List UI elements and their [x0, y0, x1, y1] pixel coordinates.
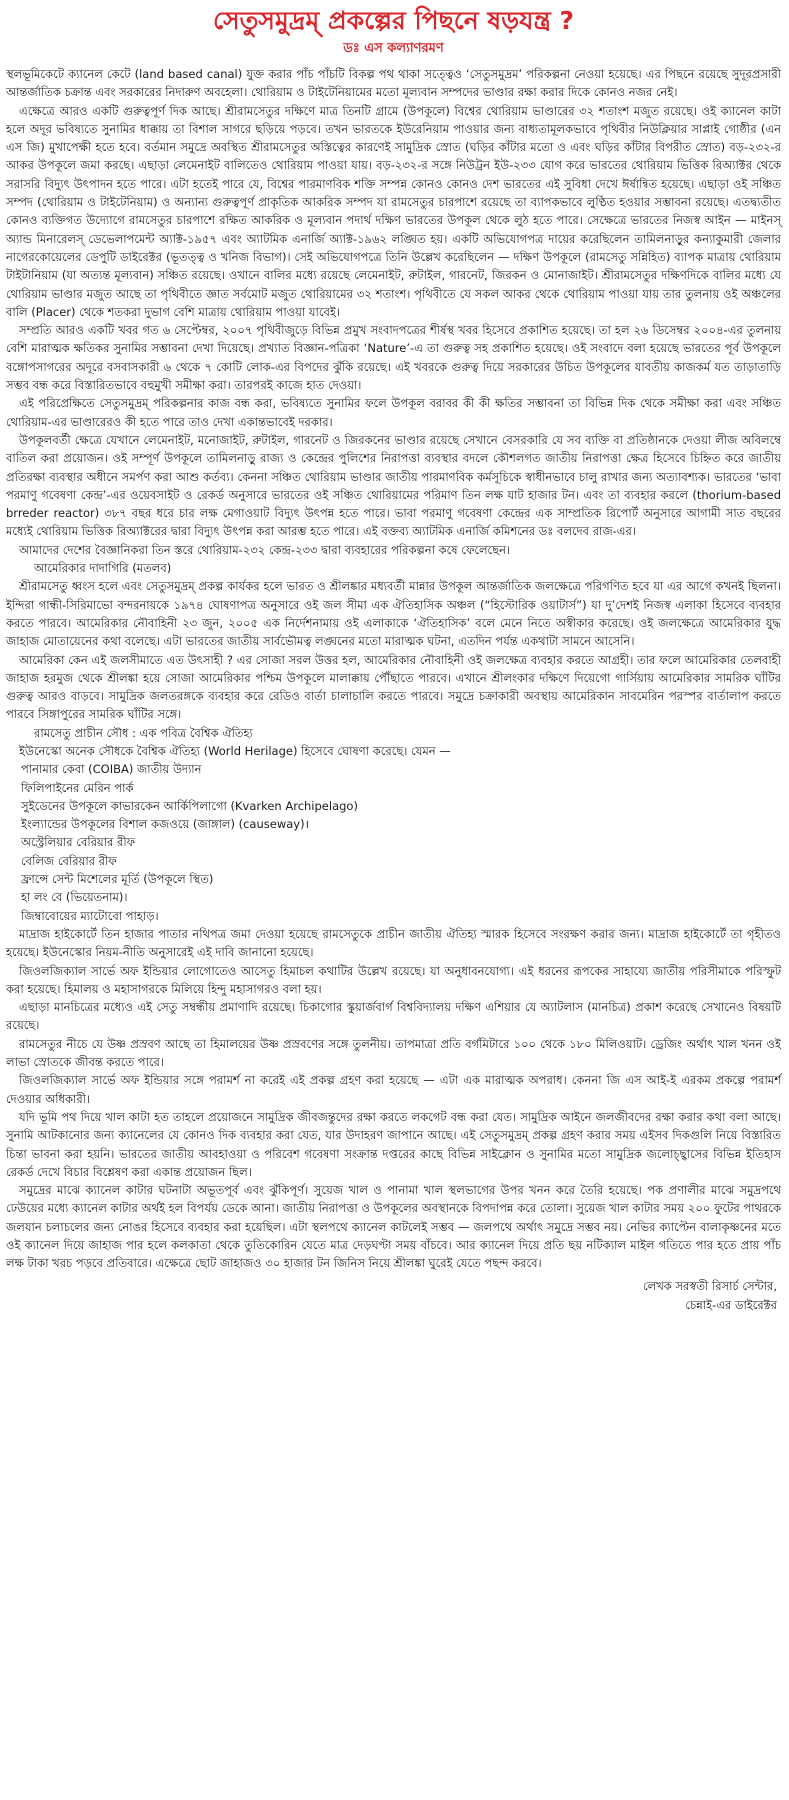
- paragraph: সমুদ্রের মাঝে ক্যানেল কাটার ঘটনাটা অভূতপূর্ব এবং ঝুঁকিপূর্ণ। সুয়েজ খাল ও পানামা খাল স্থলভাগের উপর খনন করে তৈরি হয়েছে। পক প্রণালীর মাঝে সমুদ্রপথে ঢেউয়ের মধ্যে ক্যানেল কাটার অর্থই হল বিপর্যয় ডেকে আনা। জাতীয় নিরাপত্তা ও উপকূলের অবস্থানকে বিপদাপন্ন করে তোলা। সুয়েজ খাল কাটার সময় ২০০ ফুটের পাথরকে জলযান চলাচলের জন্য নোঙর হিসেবে ব্যবহার করা হয়েছিল। এটা স্থলপথে ক্যানেল কাটলেই সম্ভব — জলপথে অর্থাৎ সমুদ্রে সম্ভব নয়। নেভির ক্যাপ্টেন বালাকৃষ্ণনের মতে ওই ক্যানেল দিয়ে জাহাজ পার হলে কলকাতা থেকে তুতিকোরিন যেতে মাত্র দেড়ঘণ্টা সময় বাঁচবে। আর ক্যানেল দিয়ে প্রতি ছয় নটিক্যাল মাইল গতিতে পার হতে প্রায় পাঁচ লক্ষ টাকা খরচ পড়বে প্রতিবারে। এক্ষেত্রে ছোট জাহাজও ৩০ হাজার টন জিনিস নিয়ে শ্রীলঙ্কা ঘুরেই যেতে পছন্দ করবে।: [6, 1183, 781, 1271]
- list-item: পানামার কেবা (COIBA) জাতীয় উদ্যান: [21, 762, 202, 777]
- author-signoff: [6, 1277, 781, 1315]
- list-item: অস্ট্রেলিয়ার বেরিয়ার রীফ: [21, 835, 136, 850]
- paragraph: জিওলজিক্যাল সার্ভে অফ ইন্ডিয়ার লোগোতেও আসেতু হিমাচল কথাটির উল্লেখ রয়েছে। যা অনুধাবনযোগ্য। এই ধরনের রূপকের সাহায্যে জাতীয় পরিসীমাকে পরিস্ফুট করা হয়েছে। হিমালয় ও মহাসাগরকে মিলিয়ে হিন্দু মহাসাগরও বলা হয়।: [6, 963, 781, 996]
- list-item: সুইডেনের উপকূলে কাভারকেন আর্কিপিলাগো (Kvarken Archipelago): [21, 798, 358, 813]
- paragraph: জিওলজিক্যাল সার্ভে অফ ইন্ডিয়ার সঙ্গে পরামর্শ না করেই এই প্রকল্প গ্রহণ করা হয়েছে — এটা এক মারাত্মক অপরাধ। কেননা জি এস আই-ই এরকম প্রকল্পে পরামর্শ দেওয়ার অধিকারী।: [6, 1073, 781, 1106]
- paragraph: এই পরিপ্রেক্ষিতে সেতুসমুদ্রম্‌ পরিকল্পনার কাজ বন্ধ করা, ভবিষ্যতে সুনামির ফলে উপকূল বরাবর কী কী ক্ষতির সম্ভাবনা তা বিভিন্ন দিক থেকে সমীক্ষা করা এবং সঞ্চিত থোরিয়াম-এর ভাণ্ডারেরও কী হতে পারে তাও দেখা একান্তভাবেই দরকার।: [6, 396, 781, 429]
- list-item: বেলিজ বেরিয়ার রীফ: [21, 853, 117, 868]
- article-body: [6, 65, 781, 1273]
- list-item: ফ্রান্সে সেন্ট মিশেলের মূর্তি (উপকূলে স্থিত): [21, 872, 214, 887]
- article-title: সেতুসমুদ্রম্‌ প্রকল্পের পিছনে ষড়যন্ত্র ?: [212, 6, 575, 35]
- paragraph: আমাদের দেশের বৈজ্ঞানিকরা তিন স্তরে থোরিয়াম-২৩২ কেন্দ্র-২৩৩ দ্বারা ব্যবহারের পরিকল্পনা কষে ফেলেছেন।: [19, 542, 511, 557]
- paragraph: শ্রীরামসেতু ধ্বংস হলে এবং সেতুসমুদ্রম্‌ প্রকল্প কার্যকর হলে ভারত ও শ্রীলঙ্কার মধ্যবর্তী মান্নার উপকূল আন্তর্জাতিক জলক্ষেত্রে পরিগণিত হবে যা এর আগে কখনই ছিলনা। ইন্দিরা গান্ধী-সিরিমাভো বন্দরনায়কে ১৯৭৪ ঘোষণাপত্র অনুসারে ওই জল সীমা এক ঐতিহাসিক অঞ্চল (“হিস্টোরিক ওয়াটার্স”) যা দু’দেশই নিজস্ব এলাকা হিসেবে ব্যবহার করতে পারবে। আমেরিকার নৌবাহিনী ২৩ জুন, ২০০৫ এক নির্দেশনামায় ওই এলাকাকে ‘ঐতিহাসিক’ বলে মেনে নিতে অস্বীকার করেছে। ওই জলক্ষেত্রে আমেরিকার যুদ্ধ জাহাজ মোতায়েনের কথা বলেছে। এটা ভারতের জাতীয় সার্বভৌমত্ব লঙ্ঘনের মতো মারাত্মক ঘটনা, এতদিন পর্যন্ত একথাটা সামনে আসেনি।: [6, 579, 781, 649]
- author-byline: ডঃ এস কল্যাণরমণ: [343, 41, 444, 56]
- signoff-line: লেখক সরস্বতী রিসার্চ সেন্টার,: [642, 1278, 777, 1293]
- paragraph: মাদ্রাজ হাইকোর্টে তিন হাজার পাতার নথিপত্র জমা দেওয়া হয়েছে রামসেতুকে প্রাচীন জাতীয় ঐতিহ্য স্মারক হিসেবে সংরক্ষণ করার জন্য। মাদ্রাজ হাইকোর্টে তা গৃহীতও হয়েছে। ইউনেস্কোর নিয়ম-নীতি অনুসারেই এই দাবি জানানো হয়েছে।: [6, 926, 781, 960]
- list-item: ইংল্যান্ডের উপকূলের বিশাল কজওয়ে (জাঙ্গাল) (causeway)।: [21, 817, 309, 832]
- list-item: জিম্বাবোয়ের ম্যাটোবো পাহাড়।: [21, 908, 159, 923]
- paragraph: ইউনেস্কো অনেক সৌধকে বৈশ্বিক ঐতিহ্য (World Herilage) হিসেবে ঘোষণা করেছে। যেমন —: [19, 743, 451, 758]
- list-item: হা লং বে (ভিয়েতনাম)।: [21, 890, 128, 905]
- section-heading: রামসেতু প্রাচীন সৌধ : এক পবিত্র বৈশ্বিক ঐতিহ্য: [34, 725, 253, 740]
- list-item: ফিলিপাইনের মেরিন পার্ক: [21, 780, 134, 795]
- paragraph: আমেরিকা কেন এই জলসীমাতে এত উৎসাহী ? এর সোজা সরল উত্তর হল, আমেরিকার নৌবাহিনী ওই জলক্ষেত্র ব্যবহার করতে আগ্রহী। তার ফলে আমেরিকার তেলবাহী জাহাজ হরমুজ থেকে শ্রীলঙ্কা হয়ে সোজা আমেরিকার পশ্চিম উপকূলে মালাক্কায় পৌঁছাতে পারবে। এখানে শ্রীলংকার দক্ষিণে দিয়েগো গার্সিয়ায় আমেরিকার সামরিক ঘাঁটির গুরুত্ব আরও বাড়বে। সামুদ্রিক জলতরঙ্গকে ব্যবহার করে রেডিও বার্তা চালাচালি করতে পারবে। সমুদ্রে চক্রাকারী অবস্থায় আমেরিকান সাবমেরিন পরস্পর বার্তালাপ করতে পারবে সিঙ্গাপুরের সামরিক ঘাঁটির সঙ্গে।: [6, 652, 781, 722]
- paragraph: উপকূলবর্তী ক্ষেত্রে যেখানে লেমেনাইট, মনোজাইট, রুটাইল, গারনেট ও জিরকনের ভাণ্ডার রয়েছে সেখানে বেসরকারি যে সব ব্যক্তি বা প্রতিষ্ঠানকে দেওয়া লীজ অবিলম্বে বাতিল করা প্রয়োজন। ওই সম্পূর্ণ উপকূলে তামিলনাড়ু রাজ্য ও কেন্দ্রের পুলিশের নিরাপত্তা ব্যবস্থার বদলে কৌশলগত জাতীয় নিরাপত্তা ক্ষেত্র হিসেবে চিহ্নিত করে জাতীয় প্রতিরক্ষা ব্যবস্থার অধীনে সমর্পণ করা আশু কর্তব্য। কেননা সঞ্চিত থোরিয়াম ভাণ্ডার জাতীয় পারমাণবিক কর্মসূচিকে স্বাধীনভাবে চালু রাখার জন্য অত্যাবশ্যক। ভারতের ‘ভাবা পরমাণু গবেষণা কেন্দ্র’-এর ওয়েবসাইট ও রেকর্ড অনুসারে ভারতের ওই সঞ্চিত থোরিয়ামের পরিমাণ তিন লক্ষ যাট হাজার টন। এবং তা ব্যবহার করলে (thorium-based brreder reactor) ৩৮৭ বছর ধরে চার লক্ষ মেগাওয়াট বিদ্যুৎ উৎপন্ন হতে পারে। ভাবা পরমাণু গবেষণা কেন্দ্রের এক সাম্প্রতিক রিপোর্ট অনুসারে আগামী সাত বছরের মধ্যেই থোরিয়াম ভিত্তিক রিঅ্যাক্টরের দ্বারা বিদ্যুৎ উৎপন্ন করা আরম্ভ হতে পারে। এই বক্তব্য অ্যাটমিক এনার্জি কমিশনের ডঃ বলদেব রাজ-এর।: [6, 432, 781, 539]
- signoff-line: চেন্নাই-এর ডাইরেক্টর: [685, 1297, 777, 1312]
- paragraph: এছাড়া মানচিত্রের মধ্যেও এই সেতু সম্বন্ধীয় প্রমাণাদি রয়েছে। চিকাগোর স্কুয়ার্জবার্গ বিশ্ববিদ্যালয় দক্ষিণ এশিয়ার যে অ্যাটলাস (মানচিত্র) প্রকাশ করেছে সেখানেও বিষয়টি রয়েছে।: [6, 1000, 781, 1033]
- paragraph: রামসেতুর নীচে যে উষ্ণ প্রস্রবণ আছে তা হিমালয়ের উষ্ণ প্রস্রবণের সঙ্গে তুলনীয়। তাপমাত্রা প্রতি বর্গমিটারে ১০০ থেকে ১৮০ মিলিওয়াট। ড্রেজিং অর্থাৎ খাল খনন ওই লাভা স্রোতকে জীবন্ত করতে পারে।: [6, 1036, 781, 1070]
- section-heading: আমেরিকার দাদাগিরি (মতলব): [34, 561, 172, 576]
- paragraph: যদি ভূমি পথ দিয়ে খাল কাটা হত তাহলে প্রয়োজনে সামুদ্রিক জীবজন্তুদের রক্ষা করতে লকগেট বন্ধ করা যেত। সামুদ্রিক আইনে জলজীবদের রক্ষা করার কথা বলা আছে। সুনামি আটকানোর জন্য ক্যানেলের যে কোনও দিক ব্যবহার করা যেত, যার উদাহরণ জাপানে আছে। এই সেতুসমুদ্রম্‌ প্রকল্প গ্রহণ করার সময় এইসব দিকগুলি নিয়ে বিস্তারিত চিন্তা ভাবনা করা হয়নি। ভারতের জাতীয় আবহাওয়া ও পরিবেশ গবেষণা সংক্রান্ত দপ্তরের কাছে বিভিন্ন সাইক্লোন ও সুনামির মতো সামুদ্রিক জলোচ্ছ্বাসের বিভিন্ন ইতিহাস রেকর্ড দেখে বিচার বিশ্লেষণ করা একান্ত প্রয়োজন ছিল।: [6, 1109, 781, 1179]
- paragraph: সম্প্রতি আরও একটি খবর গত ৬ সেপ্টেম্বর, ২০০৭ পৃথিবীজুড়ে বিভিন্ন প্রমুখ সংবাদপত্রের শীর্ষস্থ খবর হিসেবে প্রকাশিত হয়েছে। তা হল ২৬ ডিসেম্বর ২০০৪-এর তুলনায় বেশি মারাত্মক ক্ষতিকর সুনামির সম্ভাবনা দেখা দিয়েছে। প্রখ্যাত বিজ্ঞান-পত্রিকা ‘Nature’-এ তা গুরুত্ব সহ প্রকাশিত হয়েছে। ওই সংবাদে বলা হয়েছে ভারতের পূর্ব উপকূলে বঙ্গোপসাগরের অদূরে বসবাসকারী ৬ থেকে ৭ কোটি লোক-এর বিপদের ঝুঁকি রয়েছে। এই খবরকে গুরুত্ব দিয়ে সরকারের উচিত উপকূলের যাবতীয় কাজকর্ম যত তাড়াতাড়ি সম্ভব বন্ধ করে বিস্তারিতভাবে বহুমুখী সমীক্ষা করা। তারপরই কাজে হাত দেওয়া।: [6, 323, 781, 393]
- paragraph: স্থলভূমিকেটে ক্যানেল কেটে (land based canal) যুক্ত করার পাঁচ পাঁচটি বিকল্প পথ থাকা সত্ত্বেও ‘সেতুসমুদ্রম’ পরিকল্পনা নেওয়া হয়েছে। এর পিছনে রয়েছে সুদূরপ্রসারী আন্তর্জাতিক চক্রান্ত এবং সরকারের নিদারুণ অবহেলা। থোরিয়াম ও টাইটেনিয়ামের মতো মূল্যবান সম্পদের ভাণ্ডার রক্ষা করার দিকে কোনও নজর নেই।: [6, 67, 781, 100]
- paragraph: এক্ষেত্রে আরও একটি গুরুত্বপূর্ণ দিক আছে। শ্রীরামসেতুর দক্ষিণে মাত্র তিনটি গ্রামে (উপকূলে) বিশ্বের থোরিয়াম ভাণ্ডারের ৩২ শতাংশ মজুত রয়েছে। ওই ক্যানেল কাটা হলে অদূর ভবিষ্যতে সুনামির ধাক্কায় তা বিশাল সাগরে ছড়িয়ে পড়বে। তখন ভারতকে ইউরেনিয়াম পাওয়ার জন্য বাধ্যতামূলকভাবে পৃথিবীর নিউক্লিয়ার সাপ্লাই গোষ্ঠীর (এন এস জি) মুখাপেক্ষী হতে হবে। বর্তমান সমুদ্রে অবস্থিত শ্রীরামসেতুর অস্তিত্বের কারণেই সামুদ্রিক স্রোত (ঘড়ির কাঁটার মতো ও এবং ঘড়ির কাঁটার বিপরীত স্রোত) বড়-২৩২-র আকর উপকূলে জমা করছে। এছাড়া লেমেনাইট বালিতেও থোরিয়াম পাওয়া যায়। বড়-২৩২-র সঙ্গে নিউট্রন ইউ-২৩৩ যোগ করে ভারতের থোরিয়াম ভিত্তিক রিঅ্যাক্টর থেকে সরাসরি বিদ্যুৎ উৎপাদন হতে পারে। এটা হতেই পারে যে, বিশ্বের পারমাণবিক শক্তি সম্পন্ন কোনও কোনও দেশ ভারতের এই সুবিধা দেখে ঈর্ষান্বিত হয়েছে। এছাড়া ওই সঞ্চিত সম্পদ (থোরিয়াম ও টাইটেনিয়াম) ও অন্যান্য গুরুত্বপূর্ণ প্রাকৃতিক আকরিক সম্পদ যা রামসেতুর চারপাশে রয়েছে তা ব্যাপকভাবে লুণ্ঠিত হওয়ার সম্ভাবনা রয়েছে। এতদ্ব্যতীত কোনও ব্যক্তিগত উদ্যোগে রামসেতুর চারপাশে রক্ষিত আকরিক ও মূল্যবান পদার্থ দক্ষিণ ভারতের উপকূল থেকে লুঠ হতে পারে। সেক্ষেত্রে ভারতের নিজস্ব আইন — মাইনস্‌ অ্যান্ড মিনারেলস্‌ ডেভেলাপমেন্ট অ্যাক্ট-১৯৫৭ এবং অ্যাটমিক এনার্জি অ্যাক্ট-১৯৬২ লঙ্ঘিত হয়। একটি অভিযোগপত্র দায়ের করেছিলেন তামিলনাড়ুর কন্যাকুমারী জেলার নাগেরকোয়েলের ডেপুটি ডাইরেক্টর (ভূতত্ত্ব ও খনিজ বিভাগ)। সেই অভিযোগপত্রে তিনি উল্লেখ করেছিলেন — দক্ষিণ উপকূলে (রামসেতু সন্নিহিত) ব্যাপক মাত্রায় থোরিয়াম টাইটানিয়াম (যা অত্যন্ত মূল্যবান) সঞ্চিত রয়েছে। ওখানে বালির মধ্যে রয়েছে লেমেনাইট, রুটাইল, গারনেট, জিরকন ও মোনাজাইট। শ্রীরামসেতুর দক্ষিণদিকে বালির মধ্যে যে থোরিয়াম ভাণ্ডার মজুত আছে তা পৃথিবীতে জ্ঞাত সর্বমোট মজুত থোরিয়ামের ৩২ শতাংশ। পৃথিবীতে যে সকল আকর থেকে থোরিয়াম পাওয়া যায় তার তুলনায় ওই অঞ্চলের বালি (Placer) থেকে শতকরা দুভাগ বেশি মাত্রায় থোরিয়াম পাওয়া যাবেই।: [6, 103, 781, 319]
